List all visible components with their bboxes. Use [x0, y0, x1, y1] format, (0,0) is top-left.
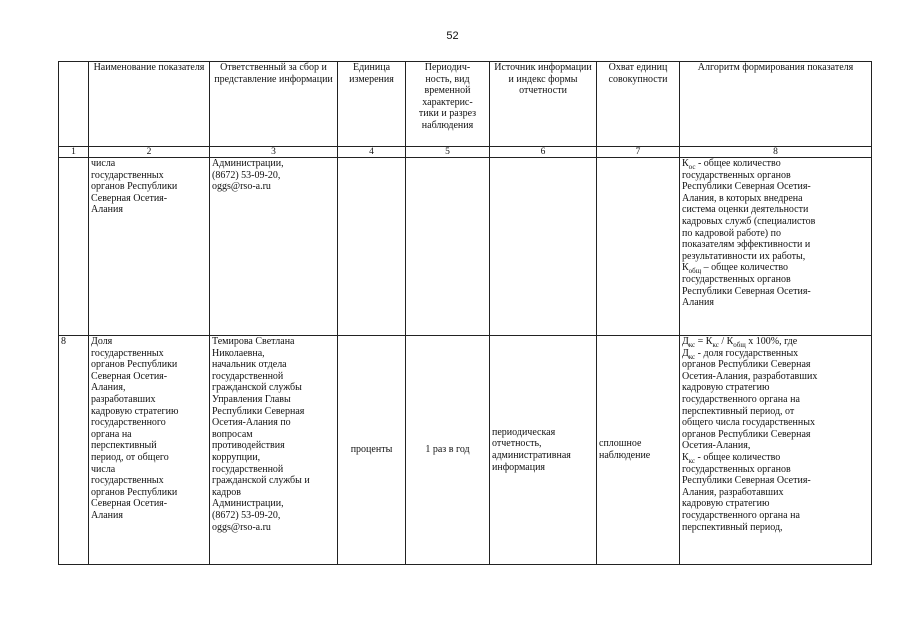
header-algorithm: Алгоритм формирования показателя: [680, 62, 872, 147]
formula-subscript: кс: [712, 341, 719, 349]
algorithm-text: - общее количество государственных органов Республики Северная Осетия- Алания, в которых внедрена система оценки деятельности кадровых служб (специалистов по кадровой работе) по показателям эффективности и результативности их работы,: [682, 158, 816, 262]
row-number: [59, 158, 89, 336]
indicators-table: [58, 61, 872, 565]
table-row: [59, 336, 872, 565]
column-number: 8: [680, 147, 872, 158]
responsible-cell: Администрации, (8672) 53-09-20, oggs@rso-a.ru: [210, 158, 338, 336]
algorithm-subscript: кс: [688, 456, 696, 465]
table-row: [59, 158, 872, 336]
header-source: Источник информации и индекс формы отчетности: [490, 62, 597, 147]
column-number: 5: [406, 147, 490, 158]
header-periodicity: Периодич- ность, вид временной характерис- тики и разрез наблюдения: [406, 62, 490, 147]
row-number: 8: [59, 336, 89, 565]
header-indicator-name: Наименование показателя: [89, 62, 210, 147]
header-col-1: [59, 62, 89, 147]
coverage-cell: сплошное наблюдение: [597, 336, 680, 565]
formula-text: = К: [695, 336, 713, 347]
algorithm-cell: [680, 336, 872, 565]
algorithm-symbol: Д: [682, 347, 689, 359]
algorithm-subscript: ос: [688, 163, 696, 171]
indicator-name-cell: числа государственных органов Республики Северная Осетия- Алания: [89, 158, 210, 336]
indicator-name-cell: Доля государственных органов Республики Северная Осетия- Алания, разработавших кадровую стратегию государственного органа на перспективный период, от общего числа государственных органов Республики Северная Осетия- Алания: [89, 336, 210, 565]
unit-cell: [338, 158, 406, 336]
coverage-cell: [597, 158, 680, 336]
responsible-cell: Темирова Светлана Николаевна, начальник отдела государственной гражданской службы Управления Главы Республики Северная Осетия-Алания по вопросам противодействия коррупции, государственной гражданской службы и кадров Администрации, (8672) 53-09-20, oggs@rso-a.ru: [210, 336, 338, 565]
algorithm-text: - общее количество государственных органов Республики Северная Осетия- Алания, разработавших кадровую стратегию государственного органа на перспективный период,: [682, 451, 811, 533]
column-number: 3: [210, 147, 338, 158]
formula-symbol: Д: [682, 336, 689, 347]
algorithm-text: - доля государственных органов Республики Северная Осетия-Алания, разработавших кадровую стратегию государственного органа на перспективный период, от общего числа государственных органов Республики Северная Осетия-Алания,: [682, 347, 818, 452]
page-number: 52: [446, 30, 459, 42]
column-number: 6: [490, 147, 597, 158]
column-number: 1: [59, 147, 89, 158]
algorithm-subscript: общ: [688, 267, 702, 276]
periodicity-cell: [406, 158, 490, 336]
formula-subscript: кс: [688, 341, 696, 349]
header-unit: Единица измерения: [338, 62, 406, 147]
algorithm-text: – общее количество государственных органов Республики Северная Осетия- Алания: [682, 262, 811, 309]
column-number: 2: [89, 147, 210, 158]
formula-text: / К: [718, 336, 734, 347]
algorithm-symbol: К: [682, 262, 689, 274]
algorithm-subscript: кс: [688, 352, 696, 361]
source-cell: [490, 158, 597, 336]
header-row: [59, 62, 872, 147]
algorithm-symbol: К: [682, 451, 689, 463]
column-number: 7: [597, 147, 680, 158]
algorithm-cell: [680, 158, 872, 336]
algorithm-symbol: К: [682, 158, 689, 169]
column-number-row: [59, 147, 872, 158]
header-coverage: Охват единиц совокупности: [597, 62, 680, 147]
formula-text: х 100%, где: [745, 336, 798, 347]
source-cell: периодическая отчетность, административная информация: [490, 336, 597, 565]
formula-subscript: общ: [733, 341, 746, 349]
column-number: 4: [338, 147, 406, 158]
periodicity-cell: 1 раз в год: [406, 336, 490, 565]
header-responsible: Ответственный за сбор и представление информации: [210, 62, 338, 147]
unit-cell: проценты: [338, 336, 406, 565]
